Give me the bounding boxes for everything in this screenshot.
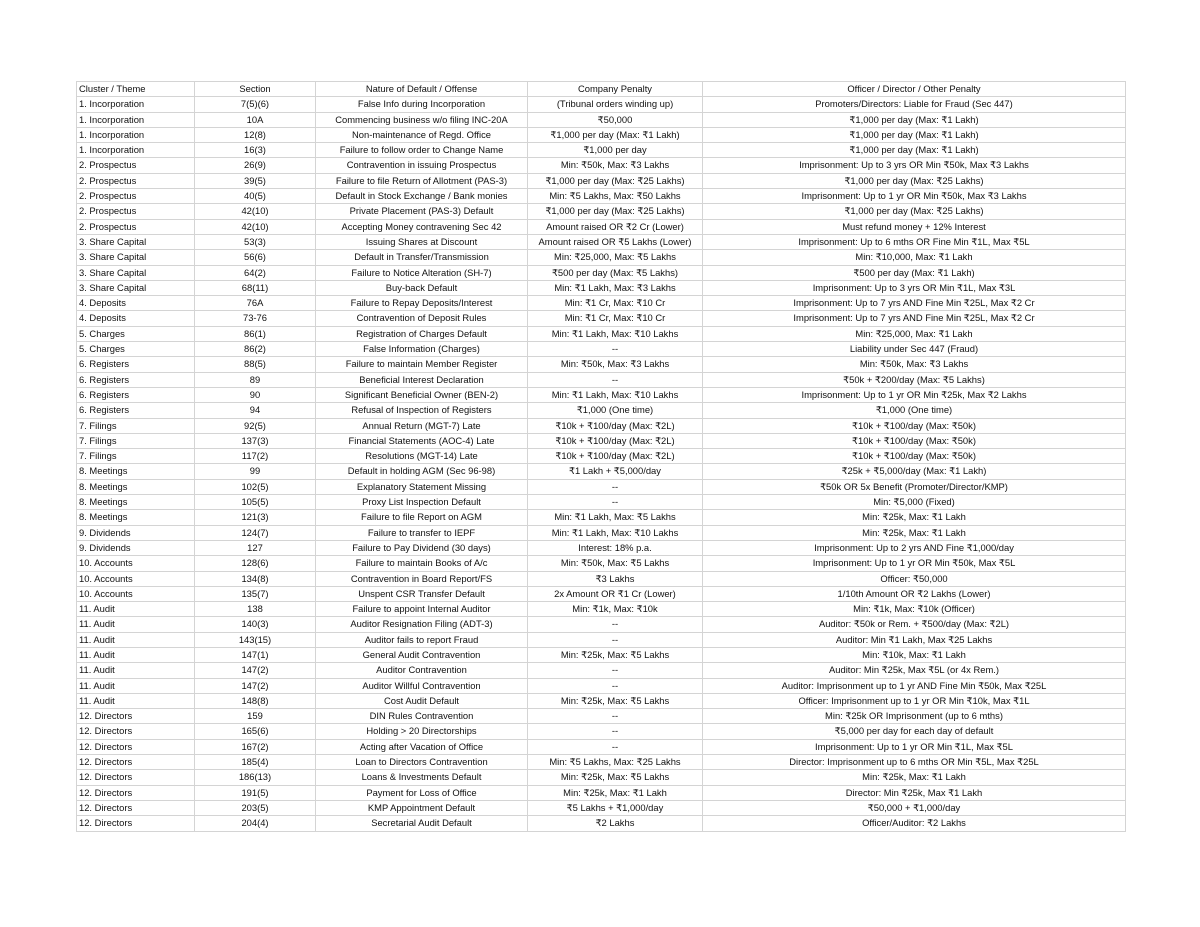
cell-cluster-theme: 12. Directors [77,800,195,815]
cell-section: 134(8) [195,571,316,586]
cell-section: 102(5) [195,479,316,494]
cell-company-penalty: Min: ₹25k, Max: ₹1 Lakh [528,785,703,800]
cell-officer-penalty: Min: ₹25k, Max: ₹1 Lakh [703,510,1126,525]
cell-company-penalty: -- [528,663,703,678]
cell-section: 26(9) [195,158,316,173]
cell-company-penalty: -- [528,724,703,739]
cell-section: 99 [195,464,316,479]
cell-officer-penalty: 1/10th Amount OR ₹2 Lakhs (Lower) [703,586,1126,601]
table-row [77,250,1126,265]
cell-section: 90 [195,387,316,402]
header-nature-of-default: Nature of Default / Offense [316,82,528,97]
cell-cluster-theme: 8. Meetings [77,495,195,510]
table-row [77,173,1126,188]
cell-nature-of-default: Significant Beneficial Owner (BEN-2) [316,387,528,402]
cell-nature-of-default: False Info during Incorporation [316,97,528,112]
cell-section: 16(3) [195,143,316,158]
cell-cluster-theme: 11. Audit [77,678,195,693]
cell-nature-of-default: Financial Statements (AOC-4) Late [316,433,528,448]
table-row [77,617,1126,632]
cell-company-penalty: 2x Amount OR ₹1 Cr (Lower) [528,586,703,601]
cell-nature-of-default: Failure to transfer to IEPF [316,525,528,540]
cell-officer-penalty: Auditor: ₹50k or Rem. + ₹500/day (Max: ₹2L) [703,617,1126,632]
cell-company-penalty: -- [528,617,703,632]
cell-section: 53(3) [195,234,316,249]
cell-cluster-theme: 8. Meetings [77,464,195,479]
cell-nature-of-default: Unspent CSR Transfer Default [316,586,528,601]
cell-nature-of-default: Payment for Loss of Office [316,785,528,800]
cell-nature-of-default: Failure to follow order to Change Name [316,143,528,158]
table-row [77,403,1126,418]
cell-officer-penalty: Promoters/Directors: Liable for Fraud (Sec 447) [703,97,1126,112]
cell-section: 186(13) [195,770,316,785]
cell-officer-penalty: Officer/Auditor: ₹2 Lakhs [703,816,1126,831]
cell-cluster-theme: 4. Deposits [77,311,195,326]
cell-officer-penalty: Min: ₹50k, Max: ₹3 Lakhs [703,357,1126,372]
cell-cluster-theme: 7. Filings [77,449,195,464]
cell-section: 86(1) [195,326,316,341]
cell-section: 94 [195,403,316,418]
cell-cluster-theme: 1. Incorporation [77,112,195,127]
cell-cluster-theme: 1. Incorporation [77,127,195,142]
cell-section: 92(5) [195,418,316,433]
table-row [77,127,1126,142]
cell-company-penalty: ₹1,000 (One time) [528,403,703,418]
cell-nature-of-default: Beneficial Interest Declaration [316,372,528,387]
cell-cluster-theme: 2. Prospectus [77,204,195,219]
table-row [77,158,1126,173]
table-row [77,632,1126,647]
cell-cluster-theme: 12. Directors [77,816,195,831]
table-row [77,755,1126,770]
cell-section: 105(5) [195,495,316,510]
table-row [77,724,1126,739]
cell-cluster-theme: 3. Share Capital [77,250,195,265]
table-row [77,387,1126,402]
table-row [77,525,1126,540]
cell-cluster-theme: 7. Filings [77,433,195,448]
cell-section: 68(11) [195,280,316,295]
cell-officer-penalty: ₹5,000 per day for each day of default [703,724,1126,739]
cell-nature-of-default: Auditor Resignation Filing (ADT-3) [316,617,528,632]
table-row [77,495,1126,510]
cell-officer-penalty: Imprisonment: Up to 1 yr OR Min ₹1L, Max ₹5L [703,739,1126,754]
cell-officer-penalty: Auditor: Imprisonment up to 1 yr AND Fine Min ₹50k, Max ₹25L [703,678,1126,693]
cell-cluster-theme: 3. Share Capital [77,234,195,249]
cell-officer-penalty: ₹10k + ₹100/day (Max: ₹50k) [703,433,1126,448]
table-row [77,770,1126,785]
cell-cluster-theme: 2. Prospectus [77,189,195,204]
cell-company-penalty: -- [528,342,703,357]
cell-company-penalty: Min: ₹1 Lakh, Max: ₹10 Lakhs [528,326,703,341]
table-row [77,540,1126,555]
cell-officer-penalty: Auditor: Min ₹1 Lakh, Max ₹25 Lakhs [703,632,1126,647]
table-row [77,602,1126,617]
cell-officer-penalty: ₹25k + ₹5,000/day (Max: ₹1 Lakh) [703,464,1126,479]
cell-officer-penalty: Must refund money + 12% Interest [703,219,1126,234]
cell-company-penalty: ₹1,000 per day (Max: ₹25 Lakhs) [528,173,703,188]
table-row [77,372,1126,387]
cell-company-penalty: Interest: 18% p.a. [528,540,703,555]
cell-nature-of-default: Contravention in issuing Prospectus [316,158,528,173]
cell-company-penalty: Min: ₹50k, Max: ₹3 Lakhs [528,357,703,372]
cell-section: 88(5) [195,357,316,372]
cell-company-penalty: -- [528,495,703,510]
header-cluster-theme: Cluster / Theme [77,82,195,97]
cell-company-penalty: ₹1 Lakh + ₹5,000/day [528,464,703,479]
cell-company-penalty: Min: ₹25k, Max: ₹5 Lakhs [528,770,703,785]
cell-officer-penalty: Min: ₹1k, Max: ₹10k (Officer) [703,602,1126,617]
cell-officer-penalty: Liability under Sec 447 (Fraud) [703,342,1126,357]
cell-nature-of-default: General Audit Contravention [316,647,528,662]
cell-section: 167(2) [195,739,316,754]
table-row [77,739,1126,754]
table-row [77,571,1126,586]
cell-section: 124(7) [195,525,316,540]
cell-nature-of-default: Failure to maintain Member Register [316,357,528,372]
cell-section: 128(6) [195,556,316,571]
cell-cluster-theme: 2. Prospectus [77,219,195,234]
header-officer-penalty: Officer / Director / Other Penalty [703,82,1126,97]
cell-cluster-theme: 2. Prospectus [77,173,195,188]
table-row [77,296,1126,311]
table-row [77,342,1126,357]
cell-section: 10A [195,112,316,127]
cell-officer-penalty: Min: ₹25k OR Imprisonment (up to 6 mths) [703,709,1126,724]
cell-section: 140(3) [195,617,316,632]
cell-nature-of-default: Holding > 20 Directorships [316,724,528,739]
penalty-table [76,81,1126,832]
cell-cluster-theme: 6. Registers [77,357,195,372]
cell-company-penalty: Min: ₹50k, Max: ₹3 Lakhs [528,158,703,173]
cell-officer-penalty: Director: Imprisonment up to 6 mths OR Min ₹5L, Max ₹25L [703,755,1126,770]
cell-nature-of-default: Failure to Notice Alteration (SH-7) [316,265,528,280]
cell-officer-penalty: Imprisonment: Up to 6 mths OR Fine Min ₹1L, Max ₹5L [703,234,1126,249]
cell-nature-of-default: Refusal of Inspection of Registers [316,403,528,418]
cell-officer-penalty: Min: ₹10k, Max: ₹1 Lakh [703,647,1126,662]
cell-company-penalty: Min: ₹1 Lakh, Max: ₹5 Lakhs [528,510,703,525]
cell-section: 64(2) [195,265,316,280]
cell-nature-of-default: Auditor fails to report Fraud [316,632,528,647]
cell-nature-of-default: Loan to Directors Contravention [316,755,528,770]
cell-nature-of-default: Auditor Willful Contravention [316,678,528,693]
cell-nature-of-default: Contravention of Deposit Rules [316,311,528,326]
table-row [77,189,1126,204]
cell-cluster-theme: 11. Audit [77,602,195,617]
table-row [77,709,1126,724]
cell-officer-penalty: ₹50k OR 5x Benefit (Promoter/Director/KMP) [703,479,1126,494]
table-row [77,234,1126,249]
cell-officer-penalty: Imprisonment: Up to 1 yr OR Min ₹50k, Max ₹5L [703,556,1126,571]
cell-company-penalty: Min: ₹1 Lakh, Max: ₹10 Lakhs [528,387,703,402]
cell-section: 76A [195,296,316,311]
cell-officer-penalty: Min: ₹25k, Max: ₹1 Lakh [703,770,1126,785]
cell-nature-of-default: Registration of Charges Default [316,326,528,341]
cell-nature-of-default: Failure to file Return of Allotment (PAS-3) [316,173,528,188]
cell-section: 40(5) [195,189,316,204]
cell-section: 204(4) [195,816,316,831]
cell-nature-of-default: Non-maintenance of Regd. Office [316,127,528,142]
cell-officer-penalty: ₹500 per day (Max: ₹1 Lakh) [703,265,1126,280]
cell-section: 147(2) [195,678,316,693]
cell-company-penalty: Min: ₹5 Lakhs, Max: ₹50 Lakhs [528,189,703,204]
cell-company-penalty: -- [528,632,703,647]
table-row [77,510,1126,525]
cell-nature-of-default: Failure to maintain Books of A/c [316,556,528,571]
table-row [77,97,1126,112]
cell-cluster-theme: 8. Meetings [77,479,195,494]
cell-nature-of-default: Proxy List Inspection Default [316,495,528,510]
cell-section: 148(8) [195,693,316,708]
table-row [77,479,1126,494]
cell-cluster-theme: 3. Share Capital [77,280,195,295]
table-row [77,693,1126,708]
cell-company-penalty: ₹2 Lakhs [528,816,703,831]
cell-company-penalty: Min: ₹25,000, Max: ₹5 Lakhs [528,250,703,265]
cell-cluster-theme: 4. Deposits [77,296,195,311]
cell-cluster-theme: 1. Incorporation [77,97,195,112]
cell-nature-of-default: Annual Return (MGT-7) Late [316,418,528,433]
cell-officer-penalty: ₹1,000 per day (Max: ₹1 Lakh) [703,143,1126,158]
table-row [77,678,1126,693]
cell-section: 137(3) [195,433,316,448]
cell-nature-of-default: Default in Transfer/Transmission [316,250,528,265]
cell-nature-of-default: Failure to appoint Internal Auditor [316,602,528,617]
table-header-row [77,82,1126,97]
cell-cluster-theme: 12. Directors [77,755,195,770]
cell-officer-penalty: Min: ₹10,000, Max: ₹1 Lakh [703,250,1126,265]
cell-nature-of-default: Cost Audit Default [316,693,528,708]
cell-cluster-theme: 1. Incorporation [77,143,195,158]
cell-cluster-theme: 11. Audit [77,647,195,662]
cell-section: 159 [195,709,316,724]
cell-section: 143(15) [195,632,316,647]
cell-officer-penalty: Min: ₹5,000 (Fixed) [703,495,1126,510]
cell-company-penalty: Min: ₹25k, Max: ₹5 Lakhs [528,693,703,708]
table-row [77,647,1126,662]
cell-cluster-theme: 5. Charges [77,326,195,341]
cell-cluster-theme: 11. Audit [77,617,195,632]
cell-section: 135(7) [195,586,316,601]
cell-section: 165(6) [195,724,316,739]
cell-company-penalty: Min: ₹1 Lakh, Max: ₹3 Lakhs [528,280,703,295]
table-row [77,265,1126,280]
table-body [77,97,1126,831]
cell-company-penalty: Amount raised OR ₹5 Lakhs (Lower) [528,234,703,249]
penalty-table-sheet [76,81,1125,832]
cell-officer-penalty: Imprisonment: Up to 3 yrs OR Min ₹1L, Max ₹3L [703,280,1126,295]
cell-company-penalty: Min: ₹1 Lakh, Max: ₹10 Lakhs [528,525,703,540]
table-row [77,326,1126,341]
cell-nature-of-default: Failure to Repay Deposits/Interest [316,296,528,311]
cell-officer-penalty: ₹1,000 (One time) [703,403,1126,418]
cell-officer-penalty: Auditor: Min ₹25k, Max ₹5L (or 4x Rem.) [703,663,1126,678]
cell-section: 7(5)(6) [195,97,316,112]
table-row [77,143,1126,158]
cell-cluster-theme: 8. Meetings [77,510,195,525]
table-row [77,800,1126,815]
cell-company-penalty: -- [528,709,703,724]
cell-nature-of-default: False Information (Charges) [316,342,528,357]
cell-company-penalty: (Tribunal orders winding up) [528,97,703,112]
cell-section: 138 [195,602,316,617]
cell-nature-of-default: Failure to Pay Dividend (30 days) [316,540,528,555]
cell-section: 185(4) [195,755,316,770]
cell-cluster-theme: 3. Share Capital [77,265,195,280]
table-row [77,311,1126,326]
cell-company-penalty: Min: ₹50k, Max: ₹5 Lakhs [528,556,703,571]
cell-cluster-theme: 12. Directors [77,785,195,800]
cell-cluster-theme: 12. Directors [77,709,195,724]
cell-officer-penalty: Min: ₹25k, Max: ₹1 Lakh [703,525,1126,540]
table-row [77,663,1126,678]
cell-officer-penalty: ₹1,000 per day (Max: ₹1 Lakh) [703,127,1126,142]
cell-company-penalty: Min: ₹1k, Max: ₹10k [528,602,703,617]
cell-nature-of-default: KMP Appointment Default [316,800,528,815]
cell-officer-penalty: ₹50,000 + ₹1,000/day [703,800,1126,815]
cell-section: 147(1) [195,647,316,662]
cell-officer-penalty: ₹1,000 per day (Max: ₹25 Lakhs) [703,173,1126,188]
cell-nature-of-default: Acting after Vacation of Office [316,739,528,754]
cell-nature-of-default: Buy-back Default [316,280,528,295]
cell-nature-of-default: Resolutions (MGT-14) Late [316,449,528,464]
cell-officer-penalty: Imprisonment: Up to 3 yrs OR Min ₹50k, Max ₹3 Lakhs [703,158,1126,173]
table-row [77,816,1126,831]
cell-company-penalty: -- [528,739,703,754]
cell-officer-penalty: ₹1,000 per day (Max: ₹25 Lakhs) [703,204,1126,219]
table-row [77,204,1126,219]
cell-section: 121(3) [195,510,316,525]
table-row [77,219,1126,234]
cell-section: 73-76 [195,311,316,326]
cell-officer-penalty: Imprisonment: Up to 7 yrs AND Fine Min ₹25L, Max ₹2 Cr [703,311,1126,326]
cell-cluster-theme: 6. Registers [77,387,195,402]
cell-section: 89 [195,372,316,387]
cell-nature-of-default: Commencing business w/o filing INC-20A [316,112,528,127]
cell-nature-of-default: Private Placement (PAS-3) Default [316,204,528,219]
cell-company-penalty: Amount raised OR ₹2 Cr (Lower) [528,219,703,234]
cell-company-penalty: ₹50,000 [528,112,703,127]
cell-company-penalty: Min: ₹25k, Max: ₹5 Lakhs [528,647,703,662]
cell-company-penalty: ₹1,000 per day (Max: ₹25 Lakhs) [528,204,703,219]
cell-officer-penalty: Min: ₹25,000, Max: ₹1 Lakh [703,326,1126,341]
cell-company-penalty: Min: ₹1 Cr, Max: ₹10 Cr [528,296,703,311]
cell-company-penalty: ₹10k + ₹100/day (Max: ₹2L) [528,433,703,448]
cell-section: 147(2) [195,663,316,678]
cell-nature-of-default: Contravention in Board Report/FS [316,571,528,586]
cell-section: 56(6) [195,250,316,265]
cell-cluster-theme: 11. Audit [77,632,195,647]
cell-cluster-theme: 7. Filings [77,418,195,433]
cell-cluster-theme: 12. Directors [77,739,195,754]
cell-officer-penalty: ₹50k + ₹200/day (Max: ₹5 Lakhs) [703,372,1126,387]
cell-officer-penalty: ₹1,000 per day (Max: ₹1 Lakh) [703,112,1126,127]
cell-company-penalty: -- [528,479,703,494]
cell-section: 86(2) [195,342,316,357]
cell-company-penalty: Min: ₹1 Cr, Max: ₹10 Cr [528,311,703,326]
cell-company-penalty: ₹5 Lakhs + ₹1,000/day [528,800,703,815]
table-row [77,112,1126,127]
cell-officer-penalty: Imprisonment: Up to 1 yr OR Min ₹25k, Max ₹2 Lakhs [703,387,1126,402]
cell-company-penalty: -- [528,372,703,387]
table-row [77,464,1126,479]
cell-company-penalty: ₹1,000 per day [528,143,703,158]
cell-nature-of-default: Auditor Contravention [316,663,528,678]
cell-cluster-theme: 5. Charges [77,342,195,357]
cell-section: 127 [195,540,316,555]
table-row [77,418,1126,433]
cell-nature-of-default: Failure to file Report on AGM [316,510,528,525]
cell-officer-penalty: Imprisonment: Up to 1 yr OR Min ₹50k, Max ₹3 Lakhs [703,189,1126,204]
cell-cluster-theme: 12. Directors [77,724,195,739]
cell-nature-of-default: Secretarial Audit Default [316,816,528,831]
cell-officer-penalty: ₹10k + ₹100/day (Max: ₹50k) [703,449,1126,464]
table-row [77,280,1126,295]
cell-nature-of-default: DIN Rules Contravention [316,709,528,724]
table-row [77,433,1126,448]
cell-officer-penalty: Imprisonment: Up to 7 yrs AND Fine Min ₹25L, Max ₹2 Cr [703,296,1126,311]
cell-officer-penalty: Director: Min ₹25k, Max ₹1 Lakh [703,785,1126,800]
table-row [77,556,1126,571]
cell-company-penalty: Min: ₹5 Lakhs, Max: ₹25 Lakhs [528,755,703,770]
cell-section: 191(5) [195,785,316,800]
cell-nature-of-default: Issuing Shares at Discount [316,234,528,249]
cell-company-penalty: ₹1,000 per day (Max: ₹1 Lakh) [528,127,703,142]
cell-section: 39(5) [195,173,316,188]
cell-nature-of-default: Explanatory Statement Missing [316,479,528,494]
cell-cluster-theme: 2. Prospectus [77,158,195,173]
cell-section: 12(8) [195,127,316,142]
cell-company-penalty: ₹10k + ₹100/day (Max: ₹2L) [528,449,703,464]
cell-cluster-theme: 11. Audit [77,663,195,678]
cell-cluster-theme: 10. Accounts [77,571,195,586]
cell-section: 203(5) [195,800,316,815]
table-row [77,449,1126,464]
table-row [77,785,1126,800]
cell-company-penalty: ₹10k + ₹100/day (Max: ₹2L) [528,418,703,433]
cell-cluster-theme: 9. Dividends [77,540,195,555]
cell-nature-of-default: Default in holding AGM (Sec 96-98) [316,464,528,479]
header-company-penalty: Company Penalty [528,82,703,97]
cell-cluster-theme: 9. Dividends [77,525,195,540]
cell-company-penalty: -- [528,678,703,693]
cell-nature-of-default: Accepting Money contravening Sec 42 [316,219,528,234]
cell-section: 42(10) [195,204,316,219]
cell-cluster-theme: 6. Registers [77,403,195,418]
cell-cluster-theme: 10. Accounts [77,556,195,571]
header-section: Section [195,82,316,97]
cell-cluster-theme: 12. Directors [77,770,195,785]
cell-officer-penalty: ₹10k + ₹100/day (Max: ₹50k) [703,418,1126,433]
cell-officer-penalty: Officer: Imprisonment up to 1 yr OR Min ₹10k, Max ₹1L [703,693,1126,708]
cell-company-penalty: ₹500 per day (Max: ₹5 Lakhs) [528,265,703,280]
table-row [77,357,1126,372]
cell-cluster-theme: 6. Registers [77,372,195,387]
cell-section: 117(2) [195,449,316,464]
cell-officer-penalty: Officer: ₹50,000 [703,571,1126,586]
table-row [77,586,1126,601]
cell-company-penalty: ₹3 Lakhs [528,571,703,586]
cell-nature-of-default: Loans & Investments Default [316,770,528,785]
cell-cluster-theme: 10. Accounts [77,586,195,601]
cell-cluster-theme: 11. Audit [77,693,195,708]
cell-officer-penalty: Imprisonment: Up to 2 yrs AND Fine ₹1,000/day [703,540,1126,555]
cell-section: 42(10) [195,219,316,234]
cell-nature-of-default: Default in Stock Exchange / Bank monies [316,189,528,204]
